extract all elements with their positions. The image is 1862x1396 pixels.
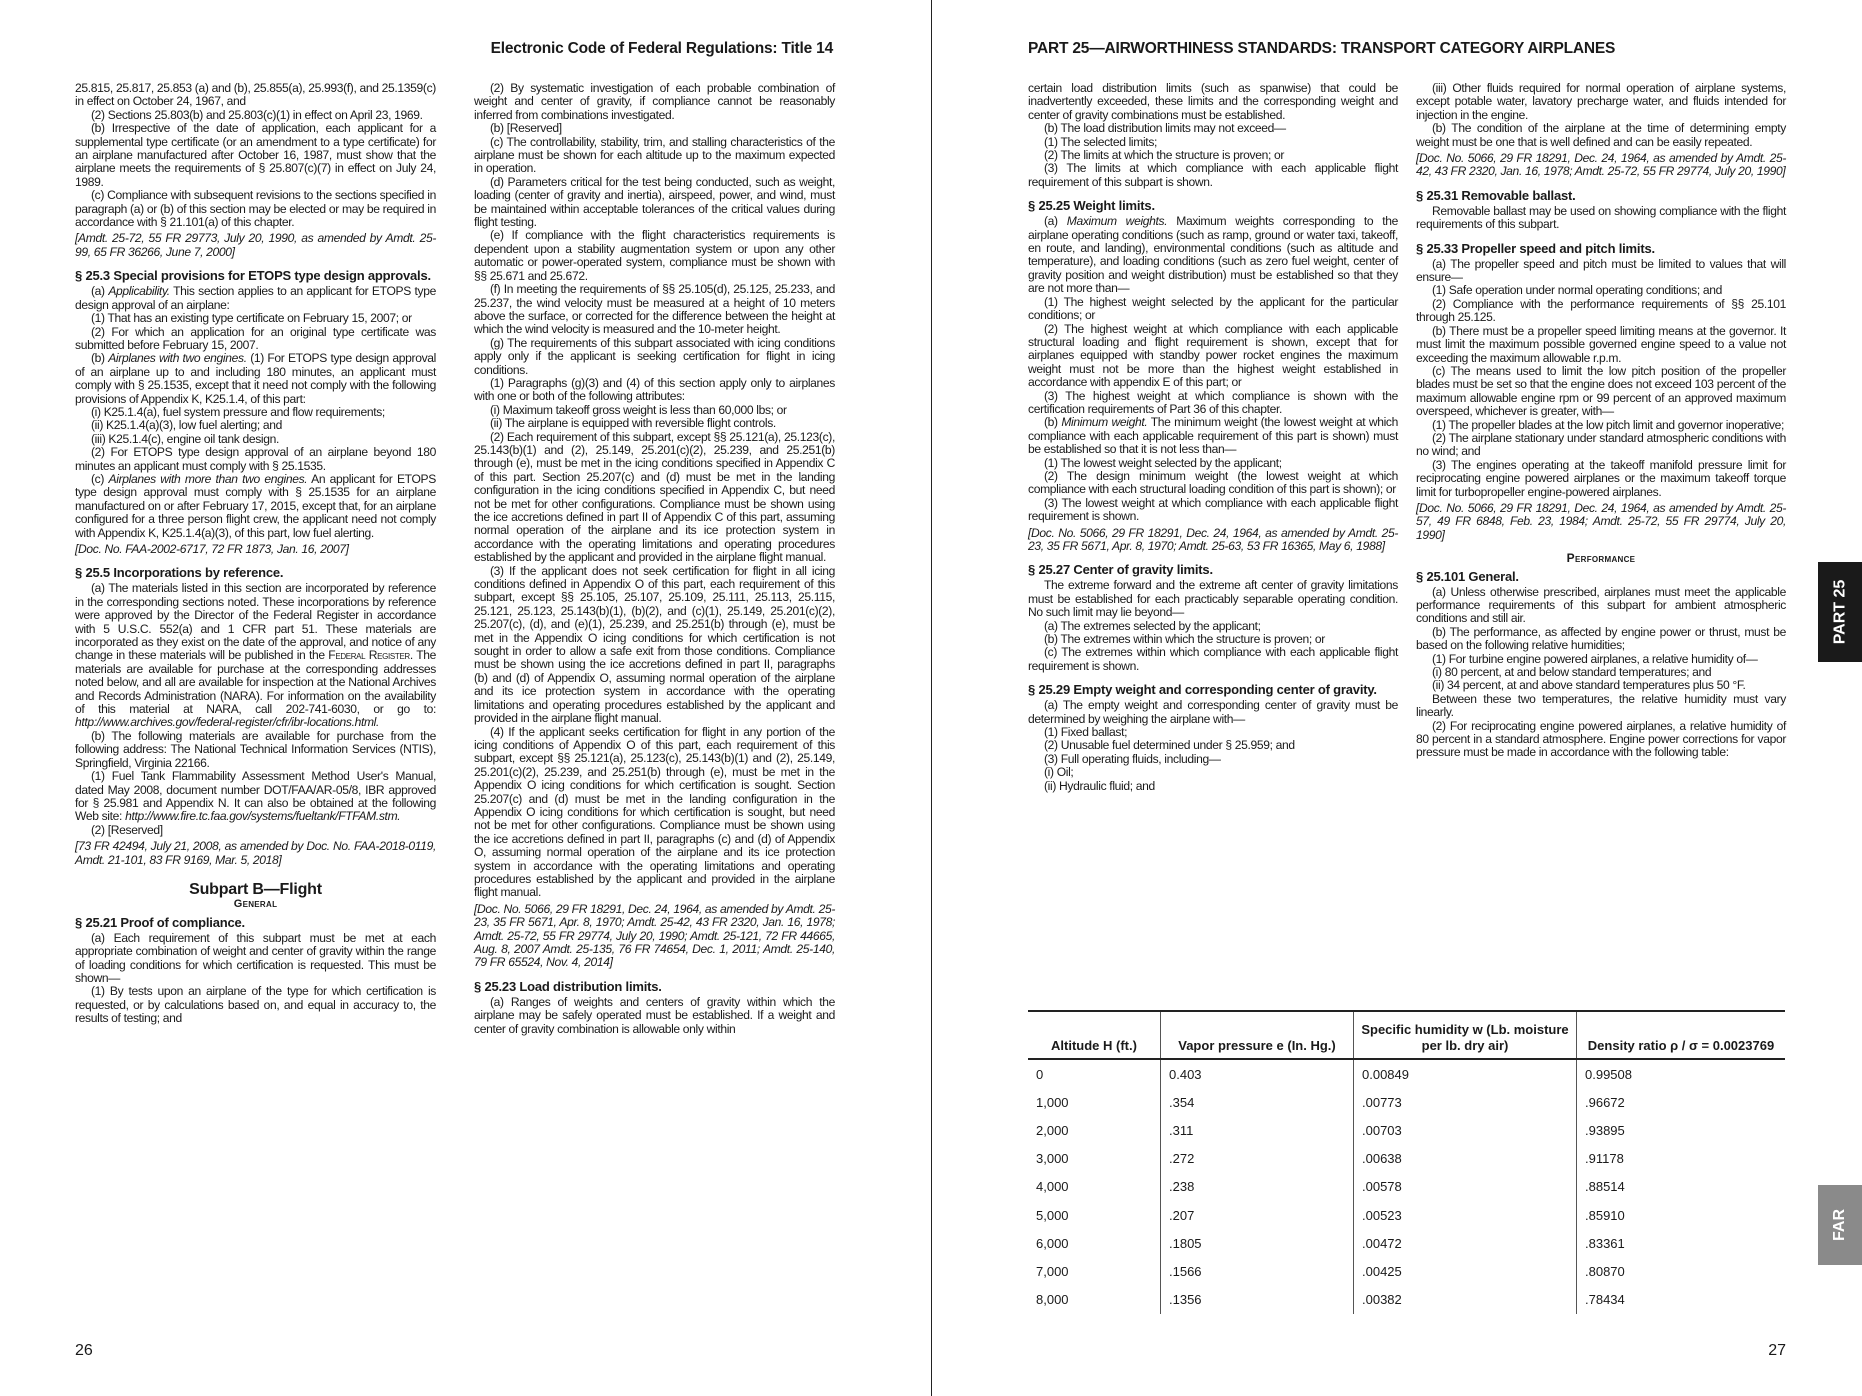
paragraph: (a) Maximum weights. Maximum weights corresponding to the airplane operating conditions (such as ramp, ground or water taxi, takeoff, en route, and landing), environmental conditions (such as altitude and temperature), and loading conditions (such as zero fuel weight, center of gravity position and weight distribution) must be established so that they are not more than—: [1028, 214, 1398, 296]
paragraph: (2) Unusable fuel determined under § 25.959; and: [1044, 738, 1295, 753]
table-row: [1028, 1173, 1785, 1201]
column-header-specific-humidity: Specific humidity w (Lb. moisture per lb. dry air): [1354, 1011, 1577, 1059]
paragraph: (b) The following materials are available for purchase from the following address: The National Technical Information Services (NTIS), Springfield, Virginia 22166.: [75, 728, 436, 770]
right-column-2: [1416, 82, 1786, 760]
paragraph: (4) If the applicant seeks certification for flight in any portion of the icing conditions of Appendix O of this part, each requirement of this subpart, except §§ 25.121(a), 25.123(c), 25.143(b)(1) and (2), 25.149, 25.201(c)(2), 25.239, and 25.251(b) through (e), must be met in the Appendix O icing conditions for which certification is sought. Section 25.207(c) and (d) must be met in the landing configuration in the Appendix O icing conditions for which certification is sought, but need not be met for other configurations. Compliance must be shown using the ice accretions defined in part II, paragraphs (c) and (d) of Appendix O, assuming normal operation of the airplane and its ice protection system in accordance with the operating limitations and operating procedures established by the applicant and provided in the airplane flight manual.: [474, 724, 835, 900]
paragraph: (1) That has an existing type certificate on February 15, 2007; or: [91, 311, 412, 326]
paragraph: The extreme forward and the extreme aft center of gravity limitations must be established for each practicably separable operating condition. No such limit may lie beyond—: [1028, 578, 1398, 620]
paragraph: (f) In meeting the requirements of §§ 25.105(d), 25.125, 25.233, and 25.237, the wind velocity must be measured at a height of 10 meters above the surface, or corrected for the difference between the height at which the wind velocity is measured and the 10-meter height.: [474, 282, 835, 337]
paragraph: (ii) Hydraulic fluid; and: [1044, 778, 1155, 793]
citation: [Doc. No. FAA-2002-6717, 72 FR 1873, Jan. 16, 2007]: [75, 542, 349, 556]
paragraph: 25.815, 25.817, 25.853 (a) and (b), 25.855(a), 25.993(f), and 25.1359(c) in effect on October 24, 1967, and: [75, 81, 436, 109]
paragraph: (b) There must be a propeller speed limiting means at the governor. It must limit the maximum possible governed engine speed to a value not exceeding the maximum allowable r.p.m.: [1416, 323, 1786, 365]
paragraph: (2) The limits at which the structure is proven; or: [1044, 148, 1285, 163]
paragraph: (1) Safe operation under normal operating conditions; and: [1432, 283, 1722, 298]
paragraph: (1) Fixed ballast;: [1044, 725, 1128, 740]
table-row: [1028, 1257, 1785, 1285]
table-cell: .354: [1161, 1088, 1354, 1116]
paragraph: (3) The lowest weight at which compliance with each applicable flight requirement is shown.: [1028, 495, 1398, 524]
paragraph: (a) The extremes selected by the applicant;: [1044, 618, 1261, 633]
paragraph: Between these two temperatures, the relative humidity must vary linearly.: [1416, 691, 1786, 720]
paragraph: (i) Oil;: [1044, 765, 1074, 780]
table-row: [1028, 1145, 1785, 1173]
paragraph: (a) Applicability. This section applies to an applicant for ETOPS type design approval of an airplane:: [75, 284, 436, 312]
table-row: [1028, 1229, 1785, 1257]
paragraph: (2) The highest weight at which compliance with each applicable structural loading and flight requirement is shown, except that for airplanes equipped with standby power rocket engines the maximum weight must not be more than the highest weight established in accordance with appendix E of this part; or: [1028, 321, 1398, 390]
subpart-heading: Subpart B—Flight: [189, 880, 322, 898]
paragraph: (b) Irrespective of the date of application, each applicant for a supplemental type certificate (or an amendment to a type certificate) for an airplane manufactured after October 16, 1987, must show that the airplane meets the requirements of § 25.807(c)(7) in effect on July 24, 1989.: [75, 121, 436, 189]
table-cell: 6,000: [1036, 1235, 1069, 1251]
paragraph: (a) The propeller speed and pitch must be limited to values that will ensure—: [1416, 256, 1786, 285]
table-cell: .00703: [1354, 1116, 1577, 1144]
table-cell: .1356: [1161, 1286, 1354, 1314]
paragraph: (2) The design minimum weight (the lowest weight at which compliance with each structural loading condition of this part is shown); or: [1028, 468, 1398, 497]
paragraph: (b) Minimum weight. The minimum weight (the lowest weight at which compliance with each applicable requirement of this part is shown) must be established so that it is not less than—: [1028, 415, 1398, 457]
paragraph: (3) The highest weight at which compliance is shown with the certification requirements of Part 36 of this chapter.: [1028, 388, 1398, 416]
paragraph: (ii) 34 percent, at and above standard temperatures plus 50 °F.: [1432, 678, 1746, 693]
table-cell: .00638: [1354, 1145, 1577, 1173]
paragraph: (2) For ETOPS type design approval of an airplane beyond 180 minutes an applicant must comply with § 25.1535.: [75, 445, 436, 473]
table-cell: 7,000: [1036, 1263, 1069, 1279]
section-heading-25-33: § 25.33 Propeller speed and pitch limits.: [1416, 240, 1655, 256]
paragraph: (1) Paragraphs (g)(3) and (4) of this section apply only to airplanes with one or both of the following attributes:: [474, 375, 835, 404]
section-heading-25-101: § 25.101 General.: [1416, 568, 1519, 584]
paragraph: (c) The controllability, stability, trim, and stalling characteristics of the airplane must be shown for each altitude up to the maximum expected in operation.: [474, 134, 835, 176]
table-cell: .96672: [1577, 1088, 1786, 1116]
table-row: [1028, 1088, 1785, 1116]
paragraph: (1) The propeller blades at the low pitch limit and governor inoperative;: [1432, 417, 1785, 432]
paragraph: (3) The limits at which compliance with each applicable flight requirement of this subpart is shown.: [1028, 161, 1398, 189]
paragraph: (3) If the applicant does not seek certification for flight in all icing conditions defined in Appendix O of this part, each requirement of this subpart, except §§ 25.105, 25.107, 25.109, 25.111, 25.113, 25.115, 25.121, 25.123, 25.143(b)(1), (b)(2), and (c)(1), 25.149, 25.201(c)(2), 25.207(c), (d), and (e)(1), 25.239, and 25.251(b) through (e), must be met in the Appendix O icing conditions for which certification is not sought in order to allow a safe exit from those conditions. Compliance must be shown using the ice accretions defined in part II, paragraphs (b) and (d) of Appendix O, assuming normal operation of the airplane and its ice protection system in accordance with the operating limitations and operating procedures established by the applicant and provided in the airplane flight manual.: [474, 563, 835, 726]
table-cell: .80870: [1577, 1257, 1786, 1285]
table-cell: .88514: [1577, 1173, 1786, 1201]
table-cell: .91178: [1577, 1145, 1786, 1173]
section-heading-25-21: § 25.21 Proof of compliance.: [75, 914, 245, 930]
table-cell: .1805: [1161, 1229, 1354, 1257]
far-tab: FAR: [1818, 1185, 1862, 1265]
paragraph: (a) The materials listed in this section are incorporated by reference in the corresponding sections noted. These incorporations by reference were approved by the Director of the Federal Register in accordance with 5 U.S.C. 552(a) and 1 CFR part 51. These materials are incorporated as they exist on the date of the approval, and notice of any change in these materials will be published in the Federal Register. The materials are available for purchase at the corresponding addresses noted below, and all are available for inspection at the National Archives and Records Administration (NARA). For information on the availability of this material at NARA, call 202-741-6030, or go to: http://www.archives.gov/federal-register/cfr/ibr-locations.html.: [75, 581, 436, 730]
column-header-density-ratio: Density ratio ρ / σ = 0.0023769: [1577, 1011, 1786, 1059]
table-header-row: [1028, 1011, 1785, 1059]
paragraph: (2) For which an application for an original type certificate was submitted before February 15, 2007.: [75, 324, 436, 352]
paragraph: Removable ballast may be used on showing compliance with the flight requirements of this subpart.: [1416, 203, 1786, 232]
table-cell: .00425: [1354, 1257, 1577, 1285]
table-cell: 0.403: [1161, 1059, 1354, 1088]
paragraph: (i) K25.1.4(a), fuel system pressure and flow requirements;: [91, 404, 385, 419]
section-heading-25-23: § 25.23 Load distribution limits.: [474, 978, 662, 994]
table-cell: 0: [1036, 1066, 1044, 1082]
paragraph: (2) Sections 25.803(b) and 25.803(c)(1) in effect on April 23, 1969.: [91, 107, 423, 122]
paragraph: (iii) K25.1.4(c), engine oil tank design.: [91, 431, 279, 446]
paragraph: (g) The requirements of this subpart associated with icing conditions apply only if the applicant is seeking certification for flight in icing conditions.: [474, 335, 835, 377]
paragraph: (c) Airplanes with more than two engines. An applicant for ETOPS type design approval must comply with § 25.1535 for an airplane manufactured on or after February 17, 2015, except that, for an airplane configured for a three person flight crew, the applicant need not comply with Appendix K, K25.1.4(a)(3), of this part, low fuel alerting.: [75, 471, 436, 540]
table-cell: .207: [1161, 1201, 1354, 1229]
section-heading-25-25: § 25.25 Weight limits.: [1028, 198, 1155, 214]
paragraph: (2) For reciprocating engine powered airplanes, a relative humidity of 80 percent in a standard atmosphere. Engine power corrections for vapor pressure must be made in accordance with the following table:: [1416, 718, 1786, 760]
running-head-left: Electronic Code of Federal Regulations: Title 14: [490, 40, 833, 57]
citation: [Doc. No. 5066, 29 FR 18291, Dec. 24, 1964, as amended by Amdt. 25-23, 35 FR 5671, Apr. 8, 1970; Amdt. 25-63, 53 FR 16365, May 6, 1988]: [1028, 525, 1398, 553]
paragraph: (ii) K25.1.4(a)(3), low fuel alerting; and: [91, 418, 282, 433]
table-cell: .93895: [1577, 1116, 1786, 1144]
paragraph: (2) By systematic investigation of each probable combination of weight and center of gravity, if compliance cannot be reasonably inferred from combinations investigated.: [474, 81, 835, 122]
citation: [Doc. No. 5066, 29 FR 18291, Dec. 24, 1964, as amended by Amdt. 25-23, 35 FR 5671, Apr. 8, 1970; Amdt. 25-42, 43 FR 2320, Jan. 16, 1978; Amdt. 25-72, 55 FR 29774, July 20, 1990; Amdt. 25-121, 72 FR 44665, Aug. 8, 2007 Amdt. 25-135, 76 FR 74654, Dec. 1, 2011; Amdt. 25-140, 79 FR 65524, Nov. 4, 2014]: [474, 901, 835, 970]
citation: [Doc. No. 5066, 29 FR 18291, Dec. 24, 1964, as amended by Amdt. 25-42, 43 FR 2320, Jan. 16, 1978; Amdt. 25-72, 55 FR 29774, July 20, 1990]: [1416, 151, 1786, 179]
citation: [Amdt. 25-72, 55 FR 29773, July 20, 1990, as amended by Amdt. 25-99, 65 FR 36266, June 7, 2000]: [75, 231, 436, 259]
table-cell: .78434: [1577, 1286, 1786, 1314]
paragraph: (c) The extremes within which compliance with each applicable flight requirement is shown.: [1028, 645, 1398, 673]
paragraph: (i) 80 percent, at and below standard temperatures; and: [1432, 665, 1712, 680]
table-cell: 4,000: [1036, 1179, 1069, 1195]
page-number-left: 26: [75, 1342, 93, 1359]
paragraph: (b) The condition of the airplane at the time of determining empty weight must be one that is well defined and can be easily repeated.: [1416, 121, 1786, 149]
paragraph: (2) Compliance with the performance requirements of §§ 25.101 through 25.125.: [1416, 296, 1786, 325]
table-cell: 5,000: [1036, 1207, 1069, 1223]
paragraph: (ii) The airplane is equipped with reversible flight controls.: [490, 416, 776, 431]
citation: [73 FR 42494, July 21, 2008, as amended by Doc. No. FAA-2018-0119, Amdt. 21-101, 83 FR 9169, Mar. 5, 2018]: [75, 839, 436, 867]
section-heading-25-5: § 25.5 Incorporations by reference.: [75, 565, 284, 581]
paragraph: (3) The engines operating at the takeoff manifold pressure limit for reciprocating engine powered airplanes or the maximum takeoff torque limit for turbopropeller engine-powered airplanes.: [1416, 457, 1786, 499]
paragraph: (1) For turbine engine powered airplanes, a relative humidity of—: [1432, 651, 1758, 666]
table-cell: .00523: [1354, 1201, 1577, 1229]
left-column-1: [75, 82, 436, 1026]
paragraph: (b) The extremes within which the structure is proven; or: [1044, 632, 1325, 647]
paragraph: (a) The empty weight and corresponding center of gravity must be determined by weighing the airplane with—: [1028, 698, 1398, 726]
paragraph: (2) [Reserved]: [91, 822, 163, 837]
table-cell: .00578: [1354, 1173, 1577, 1201]
table-cell: .311: [1161, 1116, 1354, 1144]
table-cell: .1566: [1161, 1257, 1354, 1285]
paragraph: (3) Full operating fluids, including—: [1044, 751, 1221, 766]
humidity-table: [1028, 1010, 1785, 1314]
citation: [Doc. No. 5066, 29 FR 18291, Dec. 24, 1964, as amended by Amdt. 25-57, 49 FR 6848, Feb. 23, 1984; Amdt. 25-72, 55 FR 29774, July 20, 1990]: [1416, 500, 1786, 542]
table-cell: .00472: [1354, 1229, 1577, 1257]
paragraph: (a) Each requirement of this subpart must be met at each appropriate combination of weight and center of gravity within the range of loading conditions for which certification is requested. This must be shown—: [75, 930, 436, 985]
table-cell: .83361: [1577, 1229, 1786, 1257]
page-number-right: 27: [1768, 1342, 1786, 1359]
paragraph: (c) The means used to limit the low pitch position of the propeller blades must be set so that the engine does not exceed 103 percent of the maximum allowable engine rpm or 99 percent of an approved maximum overspeed, whichever is greater, with—: [1416, 363, 1786, 419]
paragraph: (iii) Other fluids required for normal operation of airplane systems, except potable water, lavatory precharge water, and fluids intended for injection in the engine.: [1416, 81, 1786, 122]
table-cell: 1,000: [1036, 1094, 1069, 1110]
left-column-2: [474, 82, 835, 1036]
paragraph: (2) The airplane stationary under standard atmospheric conditions with no wind; and: [1416, 430, 1786, 459]
table-cell: 0.00849: [1354, 1059, 1577, 1088]
paragraph: (c) Compliance with subsequent revisions to the sections specified in paragraph (a) or (b) of this section may be elected or may be required in accordance with § 21.101(a) of this chapter.: [75, 188, 436, 230]
paragraph: (b) The load distribution limits may not exceed—: [1044, 121, 1286, 136]
table-row: [1028, 1286, 1785, 1314]
paragraph: (1) The selected limits;: [1044, 134, 1158, 149]
paragraph: (i) Maximum takeoff gross weight is less than 60,000 lbs; or: [490, 402, 787, 417]
section-heading-25-31: § 25.31 Removable ballast.: [1416, 187, 1576, 203]
column-header-altitude: Altitude H (ft.): [1028, 1011, 1161, 1059]
table-cell: 8,000: [1036, 1292, 1069, 1308]
table-row: [1028, 1059, 1785, 1088]
paragraph: (1) By tests upon an airplane of the type for which certification is requested, or by calculations based on, and equal in accuracy to, the results of testing; and: [75, 984, 436, 1026]
table-cell: .85910: [1577, 1201, 1786, 1229]
subpart-subheading: General: [233, 898, 278, 911]
paragraph: (1) The highest weight selected by the applicant for the particular conditions; or: [1028, 294, 1398, 323]
paragraph: (b) [Reserved]: [490, 121, 562, 136]
table-row: [1028, 1116, 1785, 1144]
table-cell: 2,000: [1036, 1122, 1069, 1138]
paragraph: (e) If compliance with the flight characteristics requirements is dependent upon a stability augmentation system or upon any other automatic or power-operated system, compliance must be shown with §§ 25.671 and 25.672.: [474, 228, 835, 283]
paragraph: certain load distribution limits (such as spanwise) that could be inadvertently exceeded, these limits and the corresponding weight and center of gravity combinations must be established.: [1028, 81, 1398, 122]
paragraph: (1) Fuel Tank Flammability Assessment Method User's Manual, dated May 2008, document number DOT/FAA/AR-05/8, IBR approved for § 25.981 and Appendix N. It can also be obtained at the following Web site: http://www.fire.tc.faa.gov/systems/fueltank/FTFAM.stm.: [75, 769, 436, 824]
table-cell: 0.99508: [1577, 1059, 1786, 1088]
table-cell: 3,000: [1036, 1151, 1069, 1167]
running-head-right: PART 25—AIRWORTHINESS STANDARDS: TRANSPORT CATEGORY AIRPLANES: [1028, 40, 1616, 57]
table-cell: .00773: [1354, 1088, 1577, 1116]
table-cell: .272: [1161, 1145, 1354, 1173]
paragraph: (a) Ranges of weights and centers of gravity within which the airplane may be safely operated must be established. If a weight and center of gravity combination is allowable only within: [474, 994, 835, 1036]
section-heading-25-3: § 25.3 Special provisions for ETOPS type design approvals.: [75, 268, 431, 284]
column-header-vapor-pressure: Vapor pressure e (In. Hg.): [1161, 1011, 1354, 1059]
table-cell: .238: [1161, 1173, 1354, 1201]
paragraph: (2) Each requirement of this subpart, except §§ 25.121(a), 25.123(c), 25.143(b)(1) and (2), 25.149, 25.201(c)(2), 25.239, and 25.251(b) through (e), must be met in the icing conditions specified in Appendix C of this part. Section 25.207(c) and (d) must be met in the landing configuration in the icing conditions specified in Appendix C, but need not be met for other configurations. Compliance must be shown using the ice accretions defined in part II of Appendix C of this part, assuming normal operation of the airplane and its ice protection system in accordance with the operating limitations and operating procedures established by the applicant and provided in the airplane flight manual.: [474, 429, 835, 565]
paragraph: (b) Airplanes with two engines. (1) For ETOPS type design approval of an airplane up to and including 180 minutes, an applicant must comply with § 25.1535, except that it need not comply with the following provisions of Appendix K, K25.1.4, of this part:: [75, 351, 436, 406]
table-body: [1028, 1059, 1785, 1314]
section-heading-25-29: § 25.29 Empty weight and corresponding center of gravity.: [1028, 682, 1377, 698]
paragraph: (1) The lowest weight selected by the applicant;: [1044, 455, 1282, 470]
part-25-tab: PART 25: [1818, 562, 1862, 662]
right-page: [932, 0, 1862, 1396]
section-heading-25-27: § 25.27 Center of gravity limits.: [1028, 562, 1213, 578]
right-column-1: [1028, 82, 1398, 793]
paragraph: (b) The performance, as affected by engine power or thrust, must be based on the following relative humidities;: [1416, 624, 1786, 653]
table-cell: .00382: [1354, 1286, 1577, 1314]
table-row: [1028, 1201, 1785, 1229]
paragraph: (a) Unless otherwise prescribed, airplanes must meet the applicable performance requirements of this subpart for ambient atmospheric conditions and still air.: [1416, 584, 1786, 626]
paragraph: (d) Parameters critical for the test being conducted, such as weight, loading (center of gravity and inertia), airspeed, power, and wind, must be maintained within acceptable tolerances of the critical values during flight testing.: [474, 174, 835, 230]
section-group-heading: Performance: [1566, 551, 1636, 566]
